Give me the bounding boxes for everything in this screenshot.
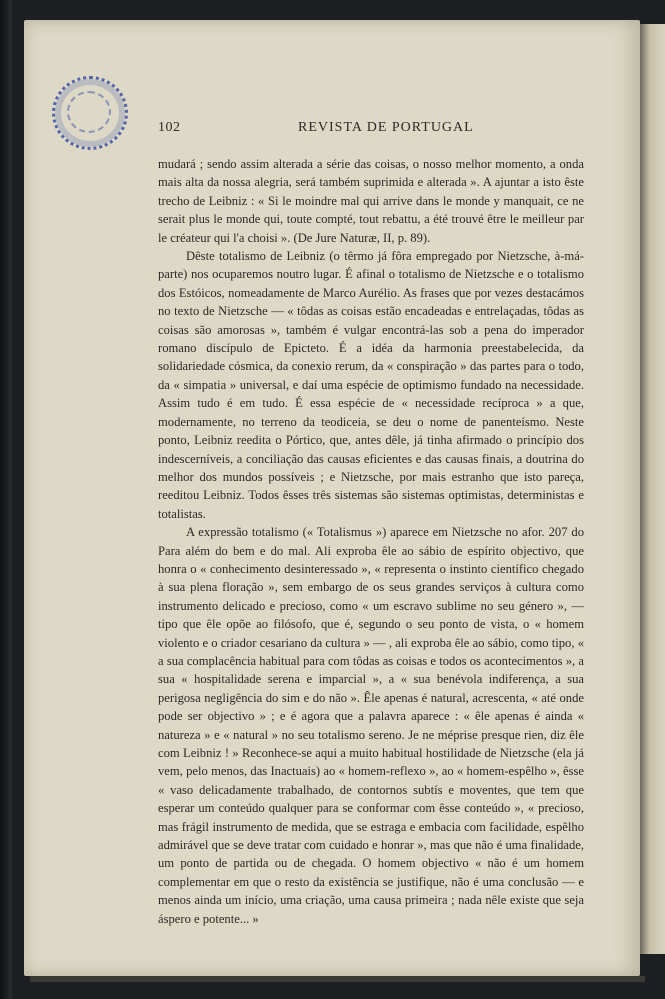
paragraph-3: A expressão totalismo (« Totalismus ») aparece em Nietzsche no afor. 207 do Para além do bem e do mal. Ali exproba êle ao sábio de espírito objectivo, que honra o « conhecimento desinteressado », « representa o instinto científico chegado à sua plena floração », sem embargo de os seus grandes serviços à cultura como instrumento delicado e precioso, como « um escravo sublime no seu género », — tipo que êle opõe ao filósofo, que é, segundo o seu ponto de vista, o « homem violento e o criador cesariano da cultura » — , ali exproba êle ao sábio, como tipo, « a sua complacência habitual para com tôdas as coisas e todos os acontecimentos », a sua « hospitalidade serena e imparcial », a « sua benévola indiferença, a sua perigosa negligência do sim e do não ». Êle apenas é natural, acrescenta, « até onde pode ser objectivo » ; e é agora que a palavra aparece : « êle apenas é ainda « natureza » e « natural » no seu totalismo sereno. Je ne méprise presque rien, diz êle com Leibniz ! » Reconhece-se aqui a muito habitual hostilidade de Nietzsche (ela já vem, pelo menos, das Inactuais) ao « homem-reflexo », ao « homem-espêlho », êsse « vaso delicadamente trabalhado, de contornos subtís e moventes, que tem que esperar um conteúdo qualquer para se conformar com êsse conteúdo », « precioso, mas frágil instrumento de medida, que se estraga e embacia com facilidade, espêlho admirável que se deve tratar com cuidado e honrar », mas que não é uma finalidade, um ponto de partida ou de chegada. O homem objectivo « não é um homem complementar em que o resto da existência se justifique, não é uma conclusão — e menos ainda um início, uma criação, uma causa primeira ; nada nêle existe que seja áspero e potente... » [158,525,584,926]
page-number: 102 [158,120,181,135]
page-header [158,120,588,140]
running-title: REVISTA DE PORTUGAL [298,120,474,135]
library-stamp-icon [52,76,128,150]
paragraph-2: Dêste totalismo de Leibniz (o têrmo já fôra empregado por Nietzsche, à-má-parte) nos ocuparemos noutro lugar. É afinal o totalismo de Nietzsche e o totalismo dos Estóicos, nomeadamente de Marco Aurélio. As frases que por vezes destacámos no texto de Nietzsche — « tôdas as coisas estão encadeadas e entrelaçadas, tôdas as coisas são amorosas », também é vulgar encontrá-las sob a pena do imperador romano discípulo de Epicteto. É a idéa da harmonia preestabelecida, da solidariedade cósmica, da conexio rerum, da « conspiração » das partes para o todo, da « simpatia » universal, e daí uma espécie de optimismo fundado na necessidade. Assim tudo é em tudo. É essa espécie de « necessidade recíproca » a que, modernamente, no terreno da teodiceia, se deu o nome de panenteísmo. Neste ponto, Leibniz reedita o Pórtico, que, antes dêle, já tinha afirmado o princípio dos indescerníveis, a conciliação das causas eficientes e das causas finais, a doutrina do melhor dos mundos possíveis ; e Nietzsche, por mais estranho que isto pareça, reeditou Leibniz. Todos êsses três sistemas são sistemas optimistas, deterministas e totalistas. [158,249,584,521]
body-text [158,155,584,928]
stamp-inner-ring [67,91,111,133]
paragraph-1: mudará ; sendo assim alterada a série das coisas, o nosso melhor momento, a onda mais alta da nossa alegria, será também suprimida e alterada ». A ajuntar a isto êste trecho de Leibniz : « Si le moindre mal qui arrive dans le monde y manquait, ce ne serait plus le monde qui, toute compté, tout rebattu, a été trouvé être le meilleur par le créateur qui l'a choisi ». (De Jure Naturæ, II, p. 89). [158,157,584,245]
book-spine-edge [0,0,12,999]
adjacent-page-edge [640,24,665,954]
page-bottom-shadow [30,976,645,982]
